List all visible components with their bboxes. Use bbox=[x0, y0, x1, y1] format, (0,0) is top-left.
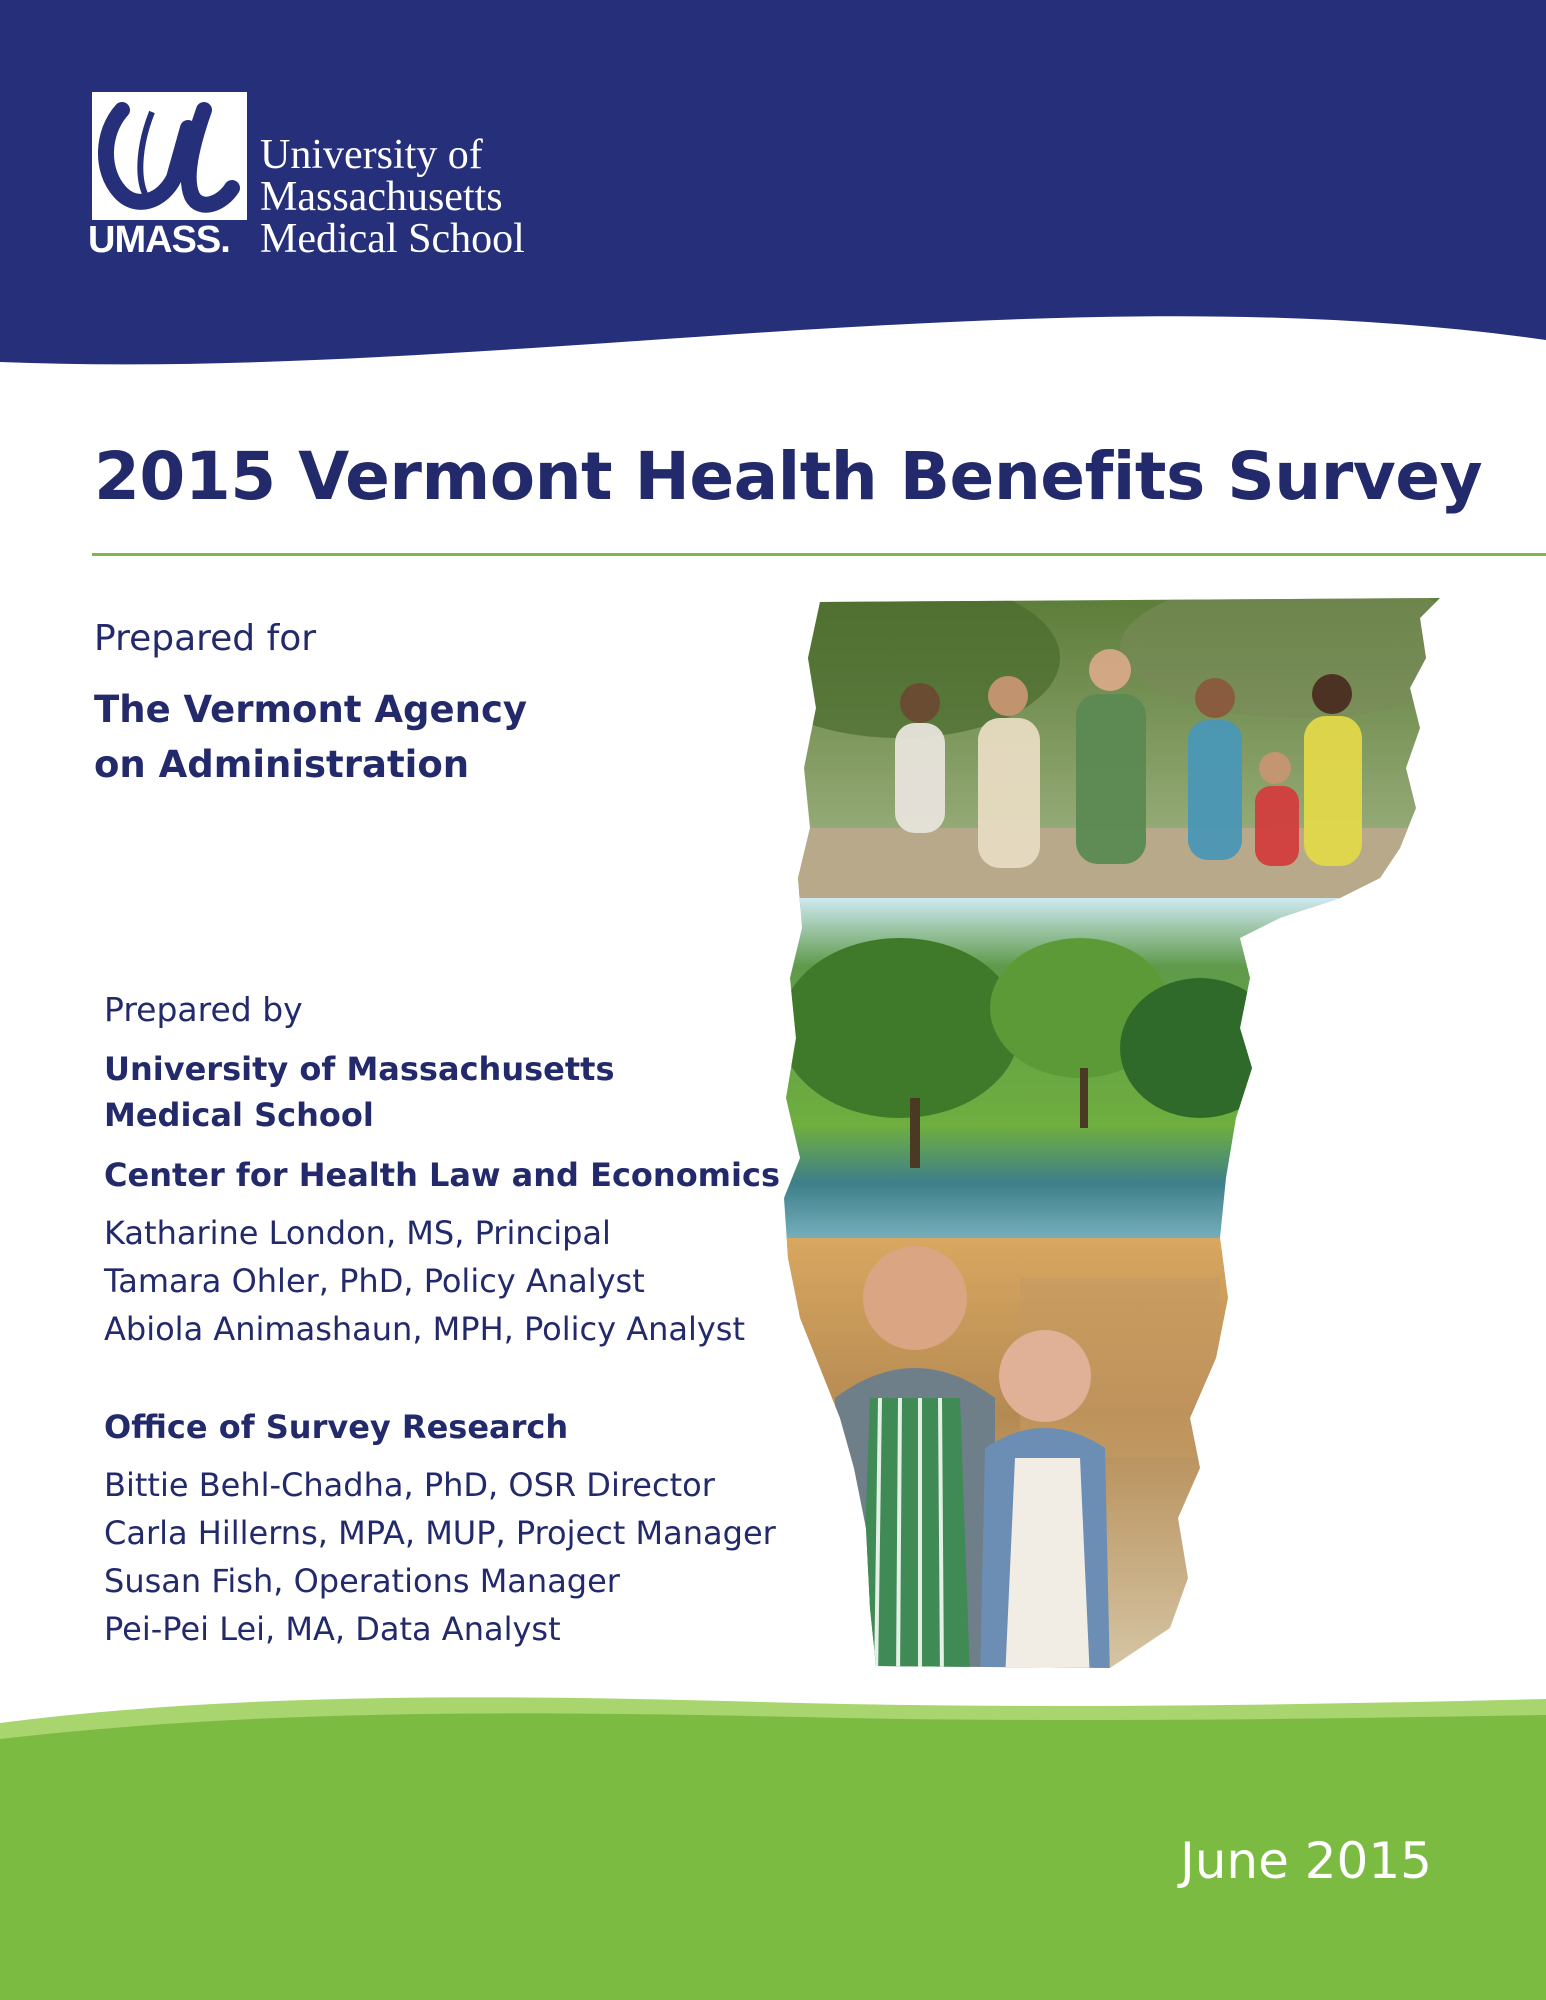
logo-line-1: University of bbox=[260, 132, 483, 178]
institution-line-1: University of Massachusetts bbox=[104, 1050, 615, 1088]
person-hillerns: Carla Hillerns, MPA, MUP, Project Manager bbox=[104, 1514, 776, 1552]
title-divider bbox=[92, 553, 1546, 556]
institution-line-2: Medical School bbox=[104, 1096, 374, 1134]
person-behl-chadha: Bittie Behl-Chadha, PhD, OSR Director bbox=[104, 1466, 715, 1504]
prepared-for-org-line-2: on Administration bbox=[94, 743, 470, 786]
person-animashaun: Abiola Animashaun, MPH, Policy Analyst bbox=[104, 1310, 746, 1348]
prepared-for-label: Prepared for bbox=[94, 618, 317, 659]
center-name-chle: Center for Health Law and Economics bbox=[104, 1156, 780, 1194]
publication-date: June 2015 bbox=[1179, 1832, 1432, 1890]
report-title: 2015 Vermont Health Benefits Survey bbox=[94, 438, 1483, 515]
person-ohler: Tamara Ohler, PhD, Policy Analyst bbox=[104, 1262, 645, 1300]
logo-line-3: Medical School bbox=[260, 216, 525, 262]
logo-wordmark: UMASS. bbox=[88, 219, 230, 261]
person-lei: Pei-Pei Lei, MA, Data Analyst bbox=[104, 1610, 561, 1648]
logo-line-2: Massachusetts bbox=[260, 174, 503, 220]
umass-logo-icon bbox=[92, 92, 247, 220]
vermont-photo-collage bbox=[780, 598, 1440, 1680]
person-fish: Susan Fish, Operations Manager bbox=[104, 1562, 620, 1600]
prepared-by-label: Prepared by bbox=[104, 990, 303, 1029]
person-london: Katharine London, MS, Principal bbox=[104, 1214, 611, 1252]
center-name-osr: Office of Survey Research bbox=[104, 1408, 569, 1446]
prepared-for-org-line-1: The Vermont Agency bbox=[94, 688, 527, 731]
